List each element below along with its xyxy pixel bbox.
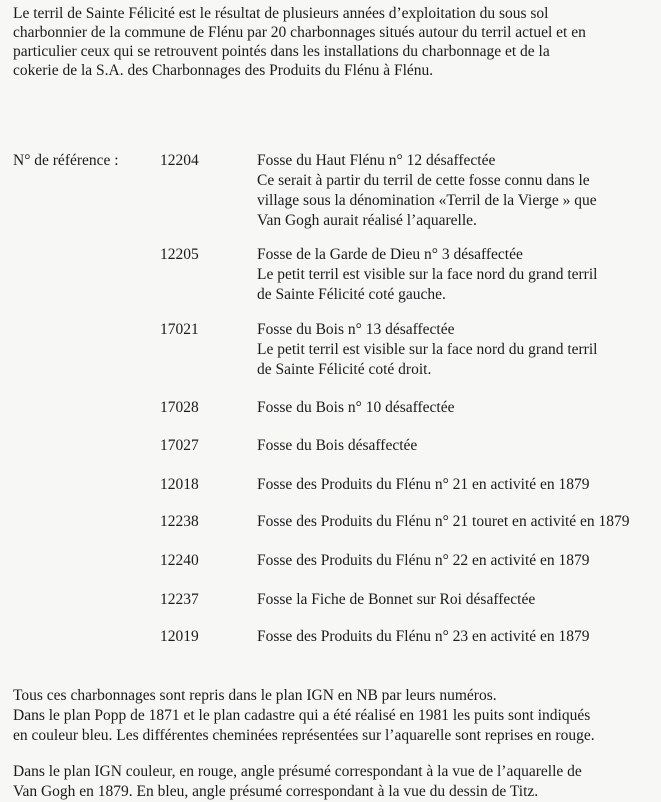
description-line: Fosse la Fiche de Bonnet sur Roi désaffectée	[257, 591, 536, 608]
reference-description	[257, 436, 657, 456]
reference-description	[257, 398, 657, 418]
footer-line: Dans le plan Popp de 1871 et le plan cadastre qui a été réalisé en 1981 les puits sont indiqués	[13, 707, 591, 724]
footer-line: Van Gogh en 1879. En bleu, angle présumé correspondant à la vue du dessin de Titz.	[13, 783, 539, 800]
description-line: Fosse des Produits du Flénu n° 22 en activité en 1879	[257, 552, 590, 569]
reference-number: 12237	[160, 591, 199, 608]
description-line: Fosse des Produits du Flénu n° 23 en activité en 1879	[257, 628, 590, 645]
reference-description	[257, 245, 657, 305]
intro-line: charbonnier de la commune de Flénu par 20 charbonnages situés autour du terril actuel et en	[13, 24, 586, 41]
footer-paragraph-2	[13, 762, 658, 802]
reference-number: 12204	[160, 152, 199, 169]
description-line: village sous la dénomination «Terril de la Vierge » que	[257, 192, 597, 209]
reference-number: 12019	[160, 628, 199, 645]
reference-description	[257, 151, 657, 231]
description-line: Le petit terril est visible sur la face nord du grand terril	[257, 266, 598, 283]
description-line: Fosse du Bois n° 13 désaffectée	[257, 321, 455, 338]
description-line: Fosse de la Garde de Dieu n° 3 désaffectée	[257, 246, 523, 263]
intro-line: Le terril de Sainte Félicité est le résultat de plusieurs années d’exploitation du sous sol	[13, 5, 549, 22]
reference-description	[257, 590, 657, 610]
reference-description	[257, 512, 657, 532]
description-line: Fosse du Bois désaffectée	[257, 437, 418, 454]
description-line: de Sainte Félicité coté gauche.	[257, 286, 446, 303]
intro-line: cokerie de la S.A. des Charbonnages des Produits du Flénu à Flénu.	[13, 62, 434, 79]
footer-line: en couleur bleu. Les différentes cheminées représentées sur l’aquarelle sont reprises en rouge.	[13, 727, 595, 744]
reference-number: 17021	[160, 321, 199, 338]
reference-description	[257, 627, 657, 647]
description-line: de Sainte Félicité coté droit.	[257, 361, 432, 378]
reference-number: 12240	[160, 552, 199, 569]
reference-number: 17028	[160, 399, 199, 416]
reference-label: N° de référence :	[13, 152, 119, 169]
footer-paragraph-1	[13, 686, 658, 746]
reference-description	[257, 551, 657, 571]
description-line: Fosse des Produits du Flénu n° 21 en activité en 1879	[257, 476, 590, 493]
reference-number: 17027	[160, 437, 199, 454]
footer-line: Tous ces charbonnages sont repris dans le plan IGN en NB par leurs numéros.	[13, 687, 497, 704]
reference-description	[257, 475, 657, 495]
reference-number: 12238	[160, 513, 199, 530]
description-line: Fosse du Haut Flénu n° 12 désaffectée	[257, 152, 496, 169]
description-line: Ce serait à partir du terril de cette fosse connu dans le	[257, 172, 590, 189]
description-line: Le petit terril est visible sur la face nord du grand terril	[257, 341, 598, 358]
description-line: Fosse des Produits du Flénu n° 21 touret en activité en 1879	[257, 513, 630, 530]
footer-line: Dans le plan IGN couleur, en rouge, angle présumé correspondant à la vue de l’aquarelle de	[13, 763, 582, 780]
intro-paragraph	[13, 4, 653, 80]
intro-line: particulier ceux qui se retrouvent pointés dans les installations du charbonnage et de la	[13, 43, 550, 60]
reference-description	[257, 320, 657, 380]
reference-number: 12205	[160, 246, 199, 263]
description-line: Fosse du Bois n° 10 désaffectée	[257, 399, 455, 416]
reference-number: 12018	[160, 476, 199, 493]
description-line: Van Gogh aurait réalisé l’aquarelle.	[257, 212, 477, 229]
